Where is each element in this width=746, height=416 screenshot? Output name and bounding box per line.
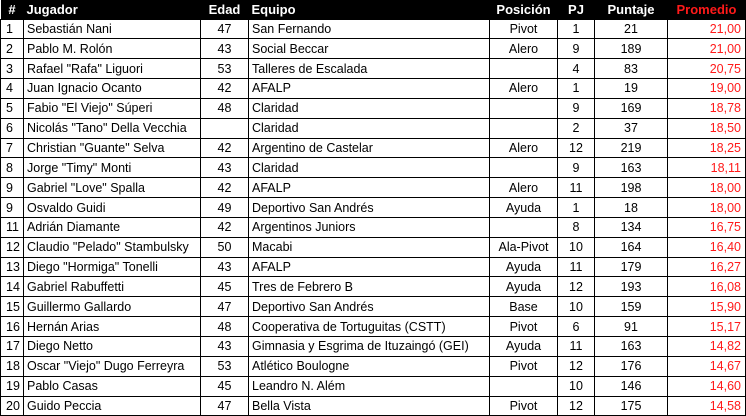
cell-puntaje: 163 <box>595 337 668 357</box>
cell-posicion: Base <box>490 297 558 317</box>
cell-edad: 42 <box>201 217 249 237</box>
table-row <box>1 217 746 237</box>
cell-num: 3 <box>1 59 24 79</box>
cell-edad: 50 <box>201 237 249 257</box>
cell-equipo: Deportivo San Andrés <box>249 297 490 317</box>
cell-pj: 10 <box>558 297 595 317</box>
cell-puntaje: 21 <box>595 19 668 39</box>
cell-num: 4 <box>1 79 24 99</box>
cell-pj: 1 <box>558 79 595 99</box>
cell-equipo: Tres de Febrero B <box>249 277 490 297</box>
cell-pj: 6 <box>558 317 595 337</box>
cell-edad: 42 <box>201 138 249 158</box>
cell-equipo: Atlético Boulogne <box>249 356 490 376</box>
cell-pj: 9 <box>558 158 595 178</box>
cell-pj: 12 <box>558 138 595 158</box>
cell-equipo: Claridad <box>249 118 490 138</box>
cell-posicion: Ayuda <box>490 198 558 218</box>
cell-promedio: 21,00 <box>668 39 746 59</box>
cell-equipo: Talleres de Escalada <box>249 59 490 79</box>
cell-jugador: Rafael "Rafa" Liguori <box>24 59 201 79</box>
cell-jugador: Diego "Hormiga" Tonelli <box>24 257 201 277</box>
table-row <box>1 79 746 99</box>
table-row <box>1 237 746 257</box>
cell-posicion <box>490 376 558 396</box>
cell-promedio: 18,00 <box>668 198 746 218</box>
table-row <box>1 356 746 376</box>
header-pj: PJ <box>558 0 595 19</box>
cell-num: 7 <box>1 138 24 158</box>
table-row <box>1 158 746 178</box>
cell-promedio: 14,67 <box>668 356 746 376</box>
cell-equipo: Leandro N. Além <box>249 376 490 396</box>
cell-pj: 10 <box>558 237 595 257</box>
cell-equipo: Social Beccar <box>249 39 490 59</box>
table-row <box>1 376 746 396</box>
cell-edad: 48 <box>201 317 249 337</box>
cell-equipo: Bella Vista <box>249 396 490 416</box>
cell-promedio: 18,00 <box>668 178 746 198</box>
header-posicion: Posición <box>490 0 558 19</box>
cell-puntaje: 198 <box>595 178 668 198</box>
cell-equipo: Macabi <box>249 237 490 257</box>
table-row <box>1 138 746 158</box>
cell-posicion <box>490 217 558 237</box>
table-row <box>1 277 746 297</box>
cell-posicion: Pivot <box>490 317 558 337</box>
cell-promedio: 16,08 <box>668 277 746 297</box>
cell-puntaje: 179 <box>595 257 668 277</box>
cell-edad: 47 <box>201 396 249 416</box>
cell-promedio: 19,00 <box>668 79 746 99</box>
cell-puntaje: 175 <box>595 396 668 416</box>
cell-edad <box>201 118 249 138</box>
cell-puntaje: 176 <box>595 356 668 376</box>
cell-puntaje: 193 <box>595 277 668 297</box>
cell-edad: 42 <box>201 79 249 99</box>
cell-equipo: Deportivo San Andrés <box>249 198 490 218</box>
cell-posicion <box>490 98 558 118</box>
cell-jugador: Fabio "El Viejo" Súperi <box>24 98 201 118</box>
cell-jugador: Jorge "Timy" Monti <box>24 158 201 178</box>
cell-num: 9 <box>1 178 24 198</box>
cell-jugador: Osvaldo Guidi <box>24 198 201 218</box>
cell-promedio: 16,75 <box>668 217 746 237</box>
cell-jugador: Hernán Arias <box>24 317 201 337</box>
cell-equipo: Gimnasia y Esgrima de Ituzaingó (GEI) <box>249 337 490 357</box>
cell-edad: 43 <box>201 158 249 178</box>
cell-edad: 53 <box>201 59 249 79</box>
table-body <box>1 19 746 416</box>
cell-edad: 43 <box>201 39 249 59</box>
cell-edad: 43 <box>201 257 249 277</box>
header-num: # <box>1 0 24 19</box>
cell-edad: 47 <box>201 19 249 39</box>
cell-jugador: Pablo M. Rolón <box>24 39 201 59</box>
cell-edad: 53 <box>201 356 249 376</box>
cell-puntaje: 91 <box>595 317 668 337</box>
header-puntaje: Puntaje <box>595 0 668 19</box>
cell-jugador: Claudio "Pelado" Stambulsky <box>24 237 201 257</box>
cell-jugador: Juan Ignacio Ocanto <box>24 79 201 99</box>
cell-posicion: Ayuda <box>490 257 558 277</box>
cell-edad: 43 <box>201 337 249 357</box>
cell-pj: 2 <box>558 118 595 138</box>
cell-jugador: Adrián Diamante <box>24 217 201 237</box>
cell-jugador: Guido Peccia <box>24 396 201 416</box>
table-row <box>1 39 746 59</box>
cell-equipo: AFALP <box>249 178 490 198</box>
cell-pj: 12 <box>558 396 595 416</box>
cell-num: 2 <box>1 39 24 59</box>
cell-edad: 47 <box>201 297 249 317</box>
table-row <box>1 257 746 277</box>
cell-puntaje: 219 <box>595 138 668 158</box>
cell-pj: 11 <box>558 337 595 357</box>
cell-pj: 4 <box>558 59 595 79</box>
cell-posicion: Alero <box>490 178 558 198</box>
cell-equipo: Claridad <box>249 98 490 118</box>
cell-promedio: 21,00 <box>668 19 746 39</box>
cell-num: 9 <box>1 198 24 218</box>
cell-pj: 12 <box>558 277 595 297</box>
cell-num: 16 <box>1 317 24 337</box>
cell-pj: 11 <box>558 257 595 277</box>
table-row <box>1 98 746 118</box>
cell-num: 14 <box>1 277 24 297</box>
cell-promedio: 14,82 <box>668 337 746 357</box>
cell-jugador: Pablo Casas <box>24 376 201 396</box>
cell-puntaje: 163 <box>595 158 668 178</box>
cell-posicion: Ayuda <box>490 337 558 357</box>
table-row <box>1 317 746 337</box>
cell-posicion: Alero <box>490 138 558 158</box>
cell-puntaje: 164 <box>595 237 668 257</box>
cell-jugador: Sebastián Nani <box>24 19 201 39</box>
cell-pj: 1 <box>558 198 595 218</box>
cell-promedio: 16,27 <box>668 257 746 277</box>
cell-equipo: Argentinos Juniors <box>249 217 490 237</box>
cell-posicion <box>490 118 558 138</box>
cell-promedio: 14,58 <box>668 396 746 416</box>
cell-posicion: Ala-Pivot <box>490 237 558 257</box>
cell-promedio: 18,50 <box>668 118 746 138</box>
cell-promedio: 14,60 <box>668 376 746 396</box>
cell-edad: 42 <box>201 178 249 198</box>
table-row <box>1 396 746 416</box>
cell-promedio: 18,78 <box>668 98 746 118</box>
cell-jugador: Christian "Guante" Selva <box>24 138 201 158</box>
cell-jugador: Nicolás "Tano" Della Vecchia <box>24 118 201 138</box>
cell-promedio: 18,25 <box>668 138 746 158</box>
cell-promedio: 15,17 <box>668 317 746 337</box>
cell-equipo: Claridad <box>249 158 490 178</box>
cell-equipo: AFALP <box>249 79 490 99</box>
cell-edad: 48 <box>201 98 249 118</box>
table-row <box>1 59 746 79</box>
cell-num: 18 <box>1 356 24 376</box>
cell-num: 11 <box>1 217 24 237</box>
cell-promedio: 20,75 <box>668 59 746 79</box>
header-row <box>1 0 746 19</box>
cell-puntaje: 189 <box>595 39 668 59</box>
cell-promedio: 16,40 <box>668 237 746 257</box>
table-row <box>1 19 746 39</box>
cell-num: 15 <box>1 297 24 317</box>
cell-jugador: Gabriel "Love" Spalla <box>24 178 201 198</box>
cell-posicion <box>490 158 558 178</box>
cell-posicion: Pivot <box>490 19 558 39</box>
cell-pj: 10 <box>558 376 595 396</box>
header-jugador: Jugador <box>24 0 201 19</box>
cell-jugador: Oscar "Viejo" Dugo Ferreyra <box>24 356 201 376</box>
cell-puntaje: 18 <box>595 198 668 218</box>
cell-puntaje: 83 <box>595 59 668 79</box>
cell-jugador: Guillermo Gallardo <box>24 297 201 317</box>
cell-edad: 49 <box>201 198 249 218</box>
cell-posicion: Alero <box>490 79 558 99</box>
cell-pj: 1 <box>558 19 595 39</box>
header-equipo: Equipo <box>249 0 490 19</box>
cell-edad: 45 <box>201 376 249 396</box>
cell-puntaje: 19 <box>595 79 668 99</box>
cell-puntaje: 169 <box>595 98 668 118</box>
cell-num: 13 <box>1 257 24 277</box>
header-promedio: Promedio <box>668 0 746 19</box>
cell-pj: 9 <box>558 98 595 118</box>
cell-posicion <box>490 59 558 79</box>
cell-edad: 45 <box>201 277 249 297</box>
cell-num: 6 <box>1 118 24 138</box>
cell-promedio: 15,90 <box>668 297 746 317</box>
cell-num: 12 <box>1 237 24 257</box>
cell-puntaje: 159 <box>595 297 668 317</box>
header-edad: Edad <box>201 0 249 19</box>
cell-num: 5 <box>1 98 24 118</box>
cell-posicion: Pivot <box>490 396 558 416</box>
cell-jugador: Gabriel Rabuffetti <box>24 277 201 297</box>
table-row <box>1 178 746 198</box>
cell-posicion: Ayuda <box>490 277 558 297</box>
cell-promedio: 18,11 <box>668 158 746 178</box>
cell-pj: 11 <box>558 178 595 198</box>
cell-pj: 9 <box>558 39 595 59</box>
cell-posicion: Pivot <box>490 356 558 376</box>
cell-num: 17 <box>1 337 24 357</box>
table-row <box>1 297 746 317</box>
cell-jugador: Diego Netto <box>24 337 201 357</box>
cell-puntaje: 134 <box>595 217 668 237</box>
cell-posicion: Alero <box>490 39 558 59</box>
cell-num: 1 <box>1 19 24 39</box>
table-row <box>1 118 746 138</box>
table-row <box>1 337 746 357</box>
cell-puntaje: 146 <box>595 376 668 396</box>
table-header <box>1 0 746 19</box>
cell-num: 20 <box>1 396 24 416</box>
cell-equipo: AFALP <box>249 257 490 277</box>
cell-equipo: San Fernando <box>249 19 490 39</box>
cell-equipo: Argentino de Castelar <box>249 138 490 158</box>
cell-num: 8 <box>1 158 24 178</box>
cell-equipo: Cooperativa de Tortuguitas (CSTT) <box>249 317 490 337</box>
cell-num: 19 <box>1 376 24 396</box>
cell-pj: 8 <box>558 217 595 237</box>
table-row <box>1 198 746 218</box>
cell-pj: 12 <box>558 356 595 376</box>
cell-puntaje: 37 <box>595 118 668 138</box>
